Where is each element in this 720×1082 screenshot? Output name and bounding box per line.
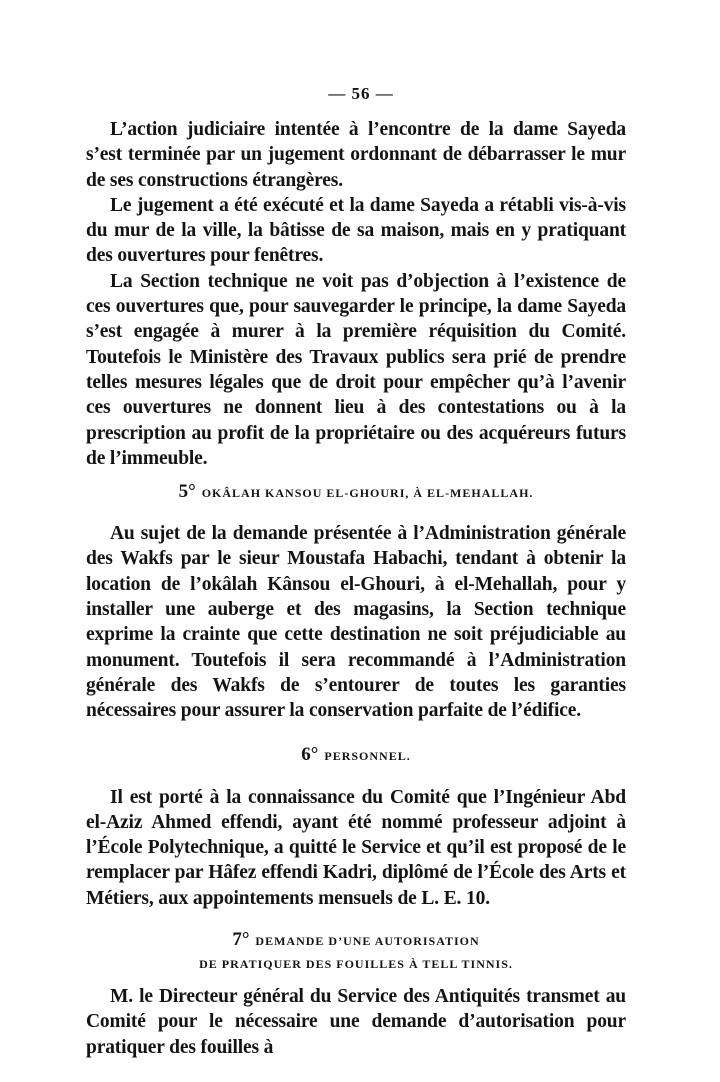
paragraph-action-judiciaire: L’action judiciaire intentée à l’encontre de la dame Sayeda s’est terminée par un jugement ordonnant de débarrasser le mur de ses constructions étrangères. [86, 119, 626, 191]
section-number: 5° [178, 481, 196, 503]
paragraph-section-technique: La Section technique ne voit pas d’objection à l’existence de ces ouvertures que, pour sauvegarder le principe, la dame Sayeda s’est engagée à murer à la première réquisition du Comité. Toutefois le Ministère des Travaux publics sera prié de prendre telles mesures légales que de droit pour empêcher qu’à l’avenir ces ouvertures ne donnent lieu à des contestations ou à la prescription au profit de la propriétaire ou des acquéreurs futurs de l’immeuble. [86, 270, 626, 469]
page-number: — 56 — [328, 84, 394, 103]
paragraph-personnel: Il est porté à la connaissance du Comité que l’Ingénieur Abd el-Aziz Ahmed effendi, ayant été nommé professeur adjoint à l’École Polytechnique, a quitté le Service et qu’il est proposé de le remplacer par Hâfez effendi Kadri, diplômé de l’École des Arts et Métiers, aux appointements mensuels de L. E. 10. [86, 786, 626, 909]
section-number: 6° [301, 743, 319, 765]
section-title: PERSONNEL. [324, 748, 411, 763]
paragraph-demande-wakfs: Au sujet de la demande présentée à l’Administration générale des Wakfs par le sieur Moustafa Habachi, tendant à obtenir la location de l’okâlah Kânsou el-Ghouri, à el-Mehallah, pour y installer une auberge et des magasins, la Section technique exprime la crainte que cette destination ne soit préjudiciable au monument. Toutefois il sera recommandé à l’Administration générale des Wakfs de s’entourer de toutes les garanties nécessaires pour assurer la conservation parfaite de l’édifice. [86, 523, 626, 722]
paragraph-directeur-general: M. le Directeur général du Service des Antiquités transmet au Comité pour le nécessaire une demande d’autorisation pour pratiquer des fouilles à [86, 986, 626, 1058]
section-title: OKÂLAH KANSOU EL-GHOURI, À EL-MEHALLAH. [201, 486, 534, 501]
paragraph-jugement-execute: Le jugement a été exécuté et la dame Sayeda a rétabli vis-à-vis du mur de la ville, la bâtisse de sa maison, mais en y pratiquant des ouvertures pour fenêtres. [86, 194, 626, 267]
section-number: 7° [232, 929, 250, 951]
section-heading-autorisation-line2: DE PRATIQUER DES FOUILLES À TELL TINNIS. [199, 957, 513, 972]
section-title: DEMANDE D’UNE AUTORISATION [255, 934, 480, 949]
document-page [86, 84, 626, 1060]
section-heading-autorisation [86, 929, 626, 951]
section-heading-okalah [86, 481, 626, 503]
section-heading-personnel [86, 744, 626, 766]
